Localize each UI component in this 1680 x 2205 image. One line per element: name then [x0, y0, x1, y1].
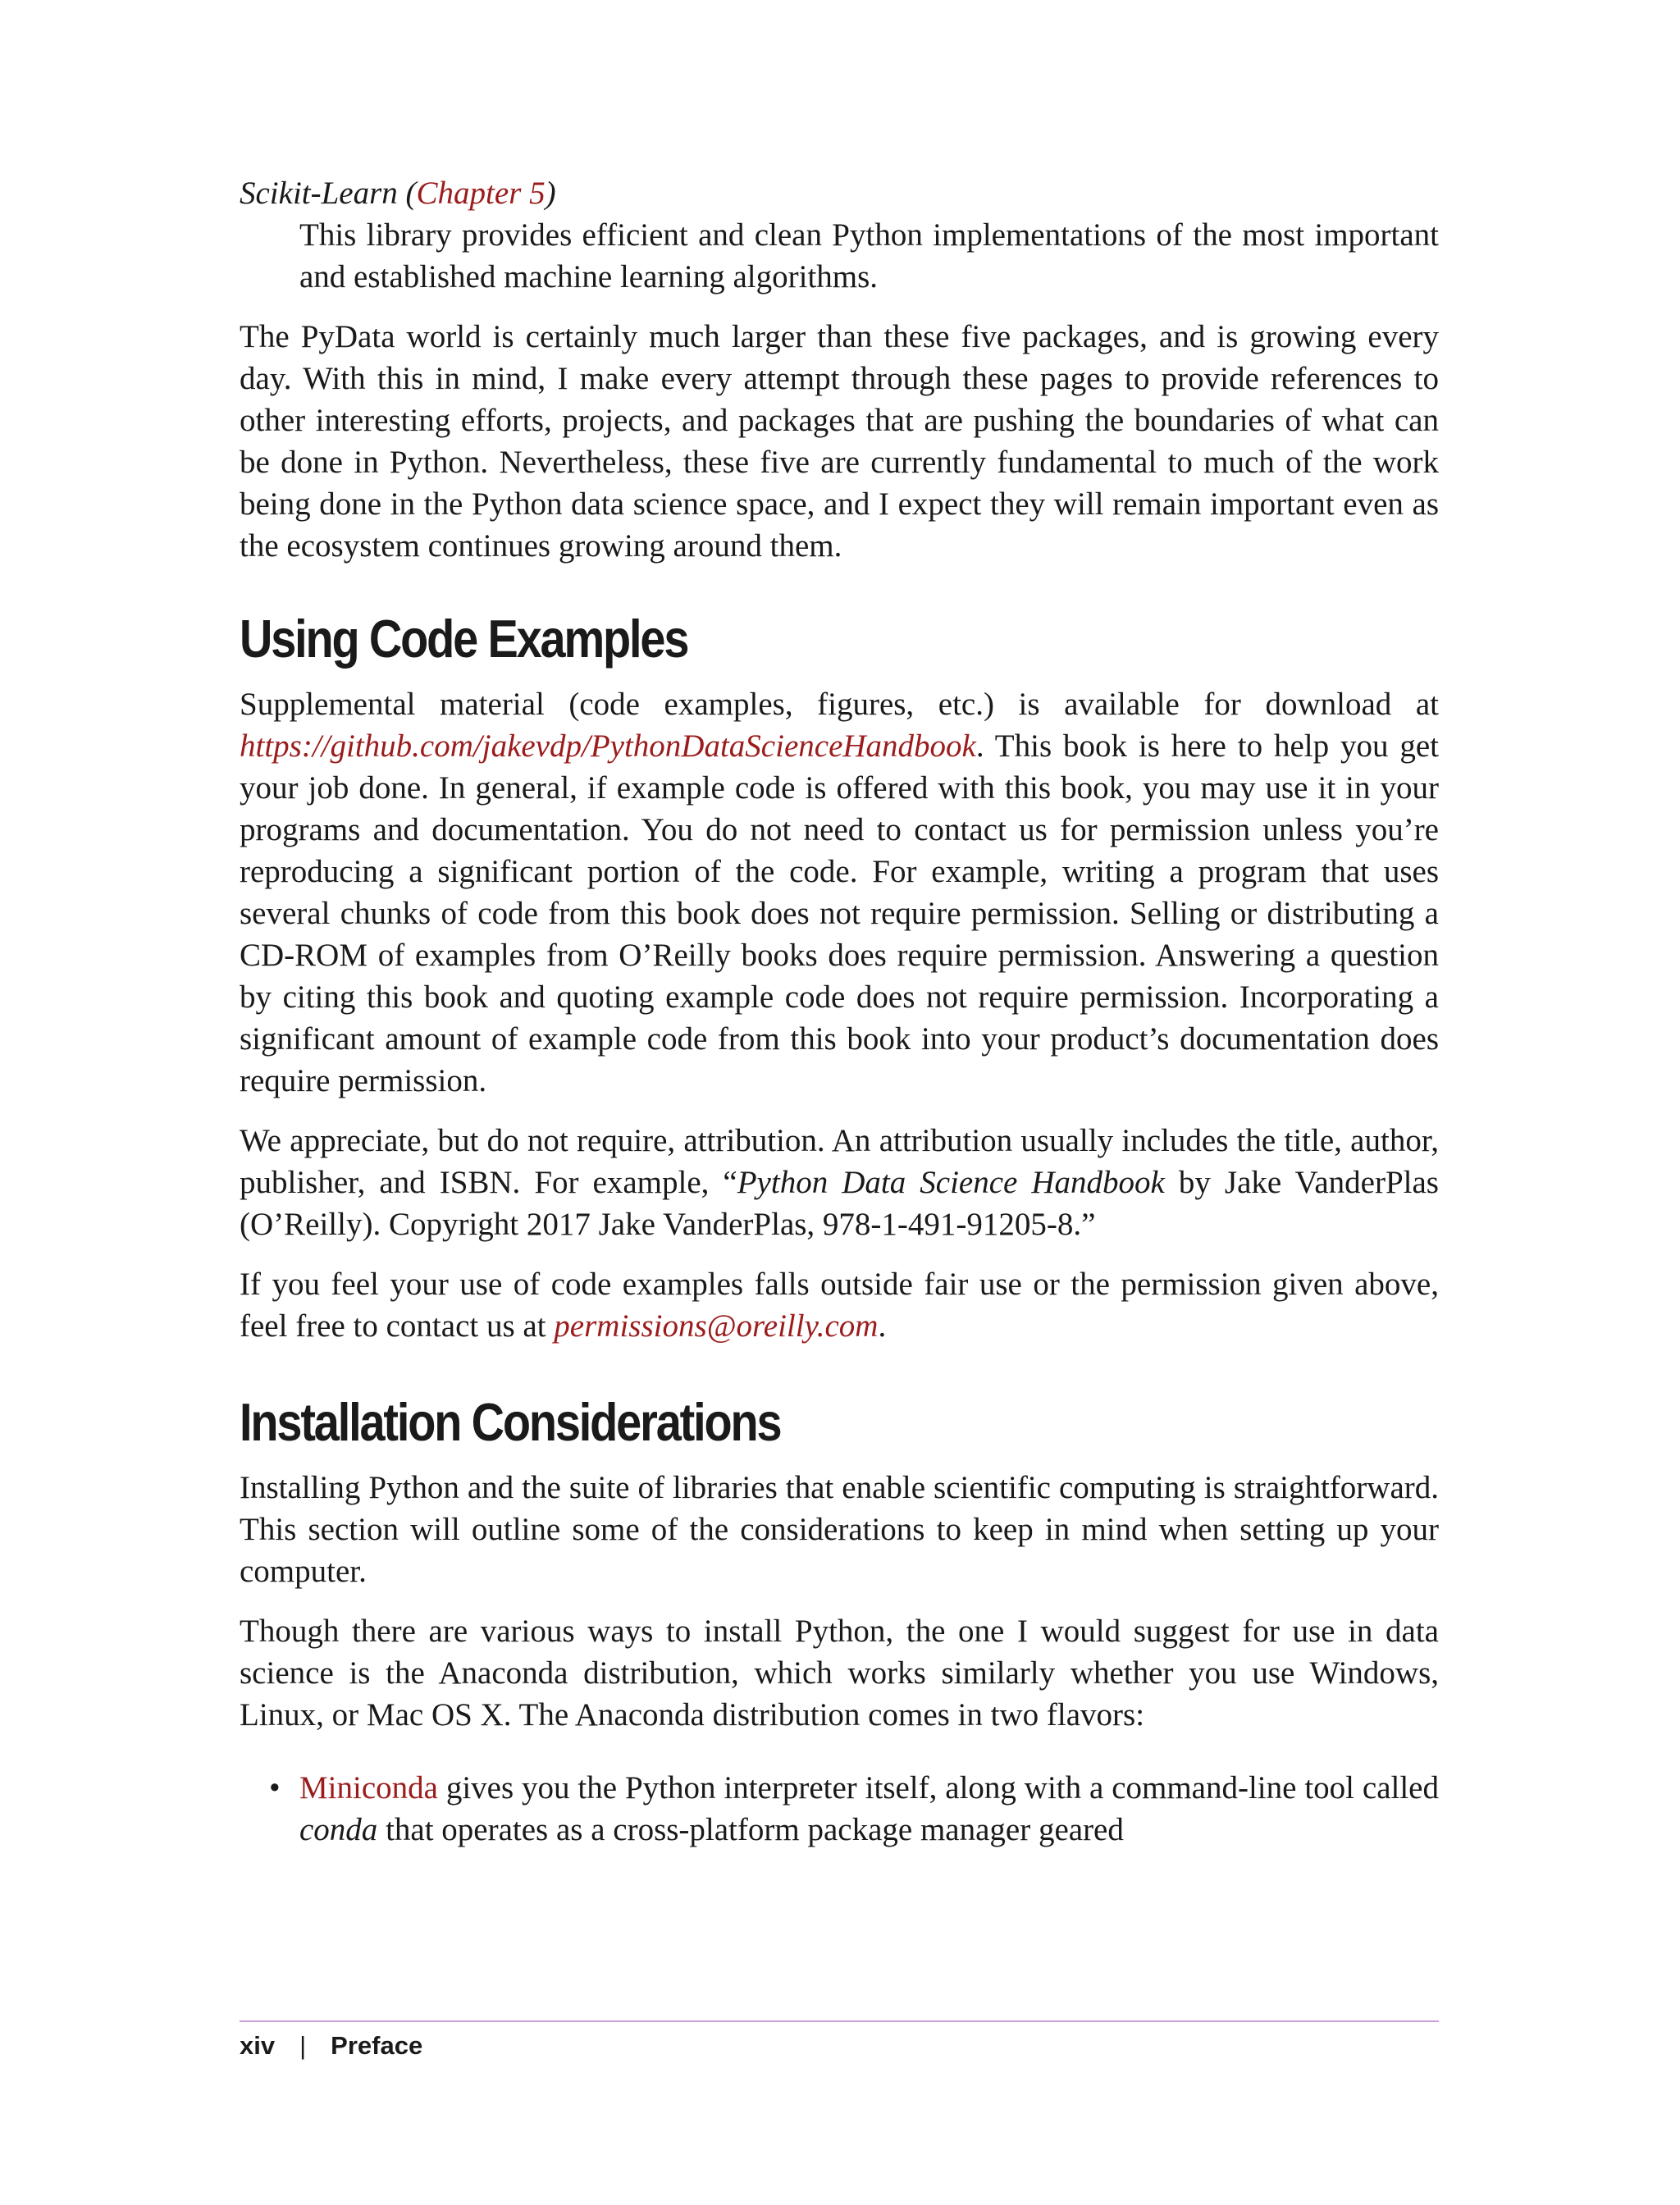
- bullet-icon: •: [269, 1770, 281, 1806]
- anaconda-flavors-list: [240, 1767, 1439, 1851]
- code-examples-paragraph-3: [240, 1263, 1439, 1347]
- code-examples-paragraph-2: [240, 1120, 1439, 1245]
- miniconda-text: gives you the Python interpreter itself, along with a command-line tool called: [437, 1770, 1439, 1806]
- attribution-text-after: by Jake VanderPlas (O’Reilly). Copyright 2017 Jake VanderPlas, 978-1-491-91205-8.”: [240, 1165, 1439, 1242]
- miniconda-link[interactable]: Miniconda: [299, 1770, 438, 1806]
- footer-divider: [240, 2020, 1439, 2022]
- term-name: Scikit-Learn (: [240, 176, 417, 211]
- conda-term: conda: [299, 1812, 378, 1847]
- permissions-email-link[interactable]: permissions@oreilly.com: [554, 1308, 879, 1344]
- permissions-text-before: If you feel your use of code examples falls outside fair use or the permission given above, feel free to contact us at: [240, 1267, 1439, 1344]
- permissions-text-after: .: [878, 1308, 887, 1344]
- definition-term-scikit-learn: [240, 172, 1439, 214]
- heading-using-code-examples: Using Code Examples: [240, 609, 688, 669]
- github-repo-link[interactable]: https://github.com/jakevdp/PythonDataScienceHandbook: [240, 728, 976, 764]
- page-footer: [240, 2028, 422, 2064]
- definition-scikit-learn: This library provides efficient and clean Python implementations of the most important and established machine learning algorithms.: [299, 217, 1439, 294]
- miniconda-text-after: that operates as a cross-platform package manager geared: [377, 1812, 1124, 1847]
- code-examples-p1-text-before: Supplemental material (code examples, figures, etc.) is available for download at: [240, 687, 1439, 722]
- installation-paragraph-1: Installing Python and the suite of libraries that enable scientific computing is straightforward. This section will outline some of the considerations to keep in mind when setting up your computer.: [240, 1470, 1439, 1589]
- code-examples-p1-text-after: . This book is here to help you get your job done. In general, if example code is offered with this book, you may use it in your programs and documentation. You do not need to contact us for permission unless you’re reproducing a significant portion of the code. For example, writing a program that uses several chunks of code from this book does not require permission. Selling or distributing a CD-ROM of examples from O’Reilly books does require permission. Answering a question by citing this book and quoting example code does not require permission. Incorporating a significant amount of example code from this book into your product’s documentation does require permission.: [240, 728, 1439, 1098]
- attribution-text-before: We appreciate, but do not require, attribution. An attribution usually includes the title, author, publisher, and ISBN. For example, “: [240, 1123, 1439, 1200]
- installation-paragraph-2: Though there are various ways to install Python, the one I would suggest for use in data science is the Anaconda distribution, which works similarly whether you use Windows, Linux, or Mac OS X. The Anaconda distribution comes in two flavors:: [240, 1614, 1439, 1732]
- page-number: xiv: [240, 2031, 276, 2060]
- heading-installation-considerations: Installation Considerations: [240, 1392, 781, 1452]
- pydata-paragraph: The PyData world is certainly much larger than these five packages, and is growing every day. With this in mind, I make every attempt through these pages to provide references to other interesting efforts, projects, and packages that are pushing the boundaries of what can be done in Python. Nevertheless, these five are currently fundamental to much of the work being done in the Python data science space, and I expect they will remain important even as the ecosystem continues growing around them.: [240, 319, 1439, 564]
- footer-section-name: Preface: [331, 2031, 423, 2060]
- code-examples-paragraph-1: [240, 683, 1439, 1102]
- term-close-paren: ): [545, 176, 556, 211]
- list-item-miniconda: [240, 1767, 1439, 1851]
- book-title: Python Data Science Handbook: [737, 1165, 1165, 1200]
- page-content: [240, 172, 1439, 1851]
- chapter-5-link[interactable]: Chapter 5: [416, 176, 546, 211]
- footer-separator: |: [299, 2031, 307, 2060]
